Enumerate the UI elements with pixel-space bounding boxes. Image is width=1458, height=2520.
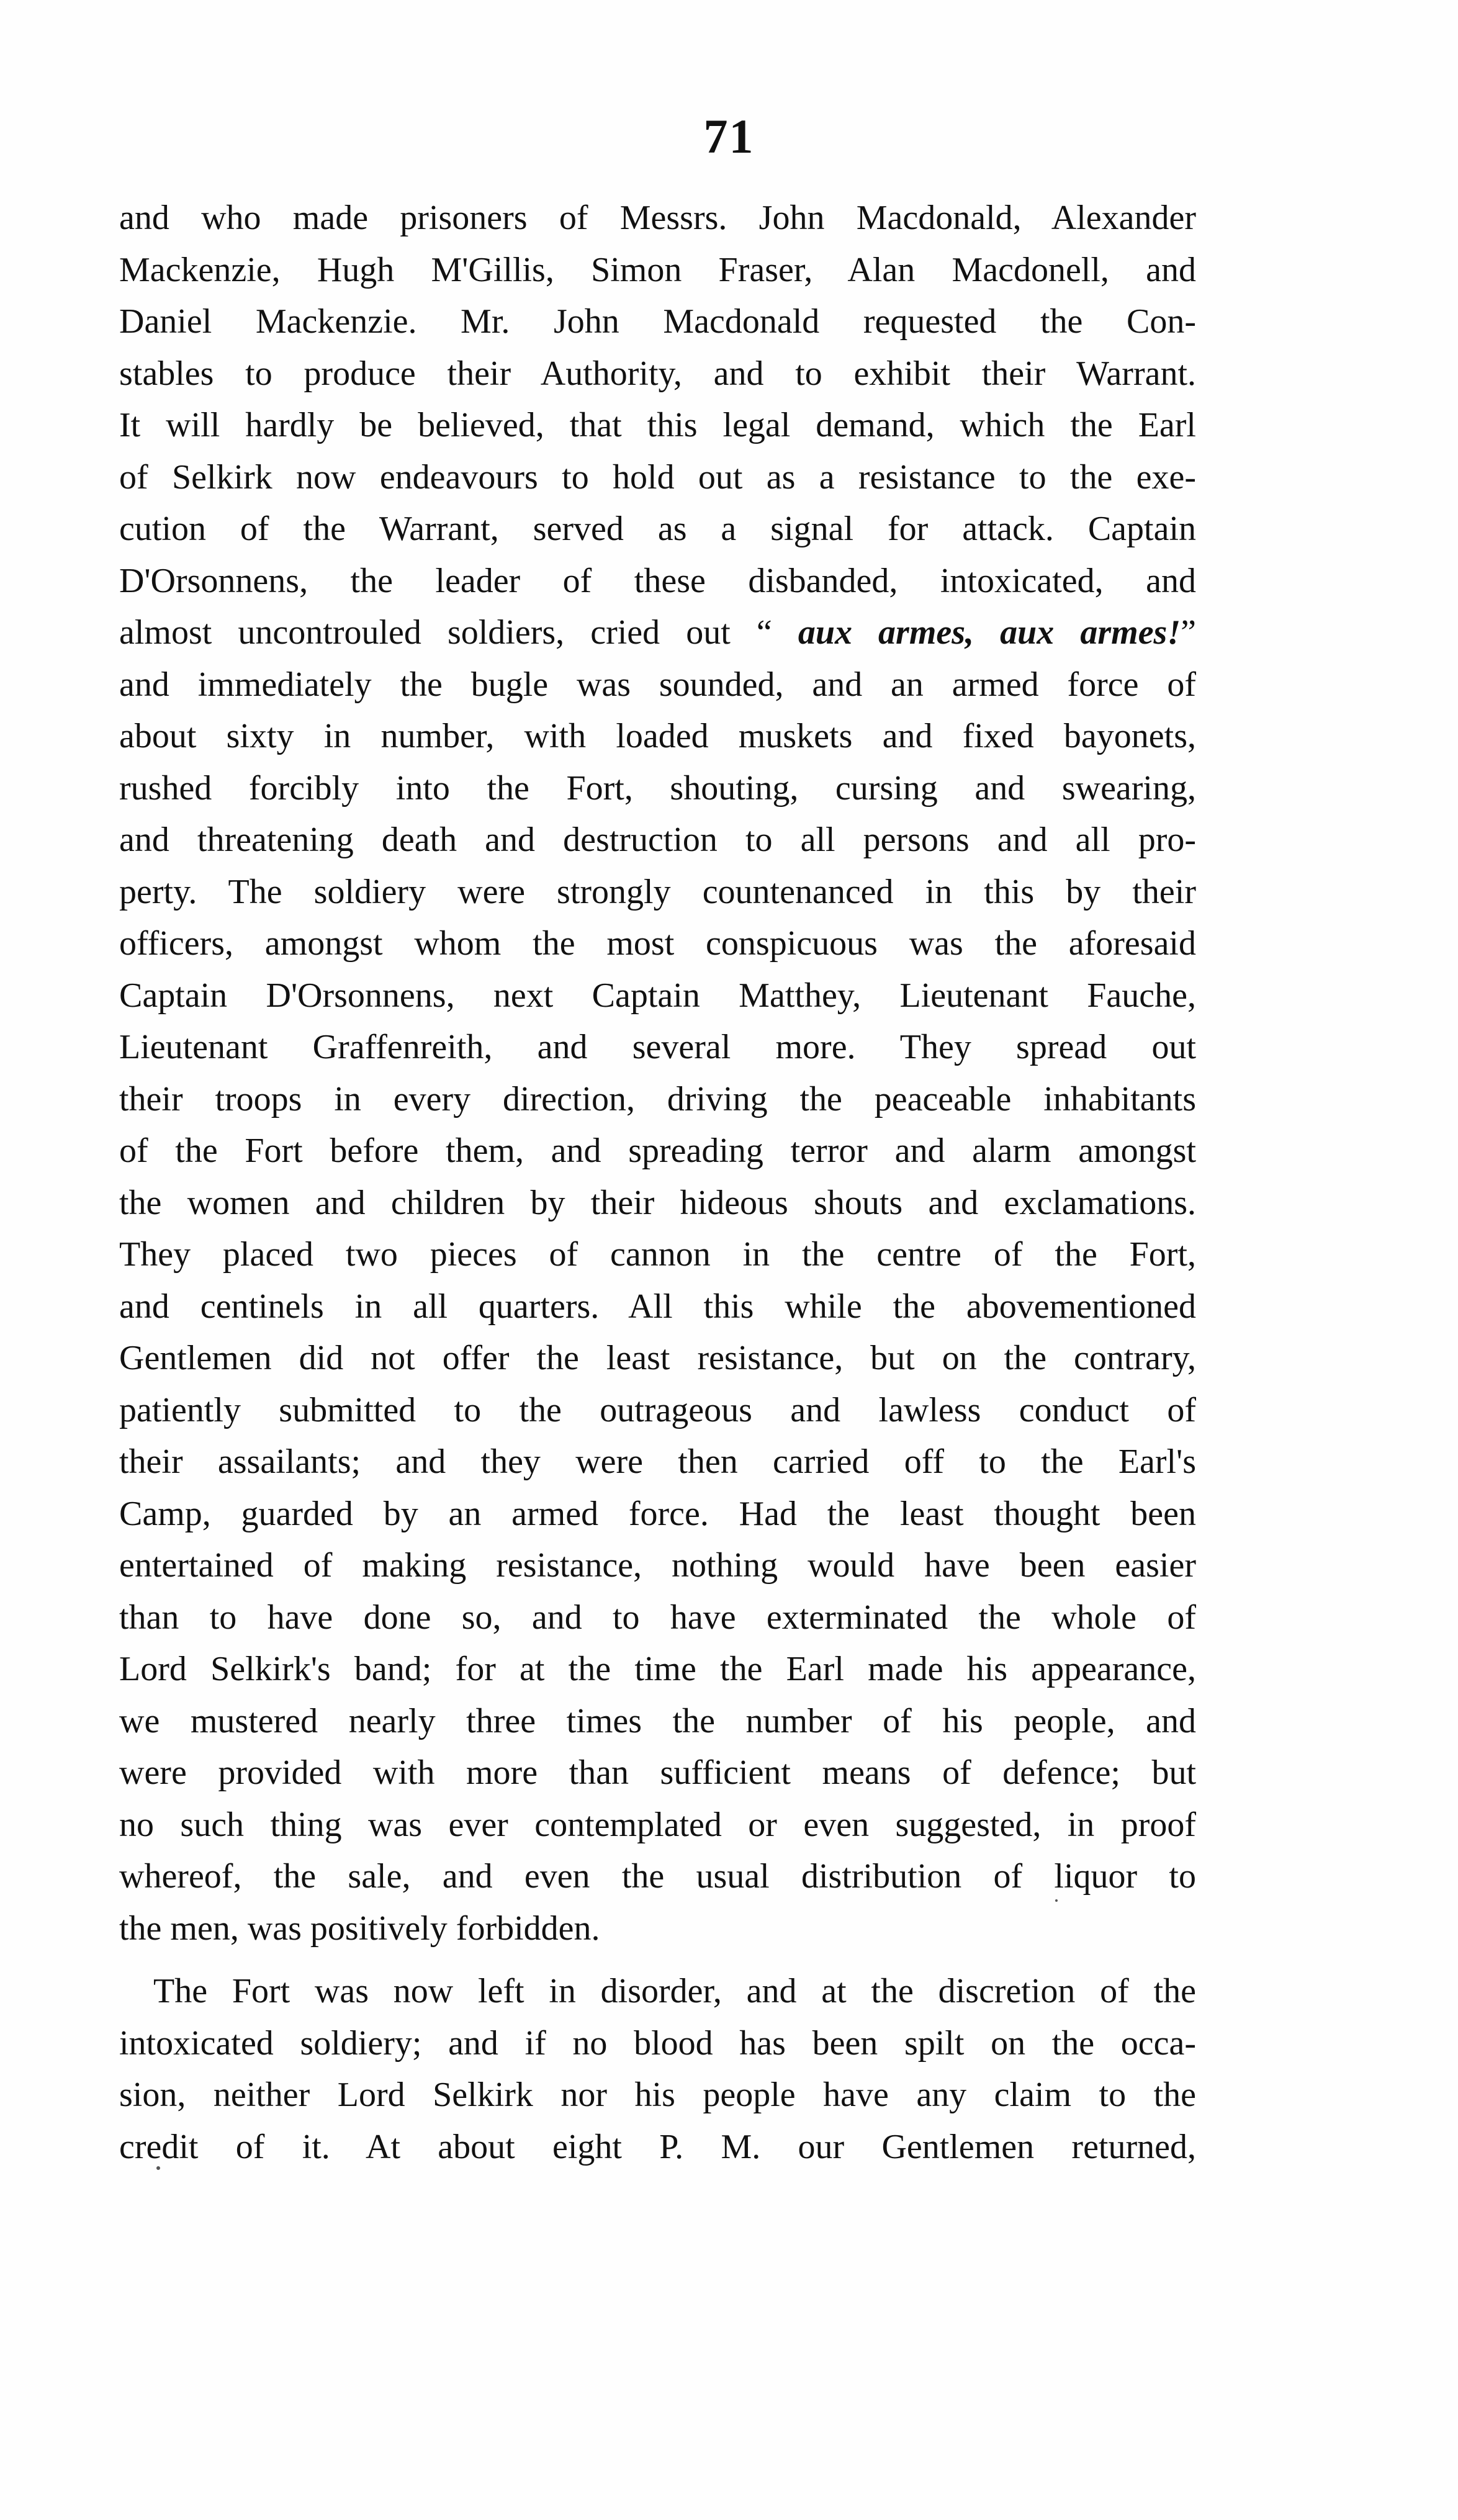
text-line: of the Fort before them, and spreading terror and alarm amongst bbox=[119, 1132, 1196, 1170]
text-line: no such thing was ever contemplated or even suggested, in proof bbox=[119, 1805, 1196, 1844]
page-number: 71 bbox=[703, 109, 755, 163]
text-line: Lord Selkirk's band; for at the time the Earl made his appearance, bbox=[119, 1650, 1196, 1688]
text-line: rushed forcibly into the Fort, shouting, cursing and swearing, bbox=[119, 768, 1196, 808]
text-line: and who made prisoners of Messrs. John Macdonald, Alexander bbox=[119, 199, 1196, 237]
text-line: than to have done so, and to have exterminated the whole of bbox=[119, 1598, 1196, 1637]
text-line: the men, was positively forbidden. bbox=[119, 1909, 600, 1948]
text-line: and threatening death and destruction to all persons and all pro- bbox=[119, 821, 1196, 859]
text-line: about sixty in number, with loaded muskets and fixed bayonets, bbox=[119, 717, 1196, 755]
text-line: officers, amongst whom the most conspicuous was the aforesaid bbox=[119, 924, 1196, 963]
text-line: patiently submitted to the outrageous and lawless conduct of bbox=[119, 1390, 1196, 1429]
paragraph-2 bbox=[119, 1966, 1196, 2173]
text-line: sion, neither Lord Selkirk nor his people have any claim to the bbox=[119, 2076, 1196, 2114]
italic-phrase: aux armes, aux armes! bbox=[798, 613, 1181, 652]
text-line: of Selkirk now endeavours to hold out as a resistance to the exe- bbox=[119, 457, 1196, 497]
text-line: Camp, guarded by an armed force. Had the least thought been bbox=[119, 1494, 1196, 1533]
text-line: perty. The soldiery were strongly countenanced in this by their bbox=[119, 872, 1196, 911]
text-line: their troops in every direction, driving the peaceable inhabitants bbox=[119, 1079, 1196, 1118]
text-line: and immediately the bugle was sounded, and an armed force of bbox=[119, 665, 1196, 704]
text-line: credit of it. At about eight P. M. our Gentlemen returned, bbox=[119, 2127, 1196, 2166]
text-line: Captain D'Orsonnens, next Captain Matthey, Lieutenant Fauche, bbox=[119, 976, 1196, 1015]
paragraph-gap bbox=[119, 1955, 1196, 1966]
paper-speck bbox=[156, 2166, 160, 2170]
text-line: Lieutenant Graffenreith, and several more. They spread out bbox=[119, 1028, 1196, 1066]
paper-speck bbox=[1055, 1899, 1058, 1902]
text-line: D'Orsonnens, the leader of these disbanded, intoxicated, and bbox=[119, 561, 1196, 600]
text-line: cution of the Warrant, served as a signal for attack. Captain bbox=[119, 510, 1196, 548]
paragraph-1 bbox=[119, 192, 1196, 1955]
text-line: intoxicated soldiery; and if no blood has been spilt on the occa- bbox=[119, 2023, 1196, 2063]
text-line: and centinels in all quarters. All this while the abovementioned bbox=[119, 1287, 1196, 1326]
text-line: were provided with more than sufficient means of defence; but bbox=[119, 1753, 1196, 1792]
text-line: we mustered nearly three times the number of his people, and bbox=[119, 1701, 1196, 1740]
text-line: It will hardly be believed, that this legal demand, which the Earl bbox=[119, 406, 1196, 444]
text-line: almost uncontrouled soldiers, cried out “ aux armes, aux armes!” bbox=[119, 613, 1196, 652]
text-line: The Fort was now left in disorder, and at the discretion of the bbox=[153, 1972, 1196, 2010]
text-line: the women and children by their hideous shouts and exclamations. bbox=[119, 1183, 1196, 1222]
body-text bbox=[119, 192, 1196, 2173]
text-line: whereof, the sale, and even the usual distribution of liquor to bbox=[119, 1857, 1196, 1896]
text-line: Daniel Mackenzie. Mr. John Macdonald requested the Con- bbox=[119, 302, 1196, 341]
text-line: They placed two pieces of cannon in the centre of the Fort, bbox=[119, 1235, 1196, 1274]
text-line: entertained of making resistance, nothing would have been easier bbox=[119, 1546, 1196, 1585]
text-line: Mackenzie, Hugh M'Gillis, Simon Fraser, Alan Macdonell, and bbox=[119, 250, 1196, 289]
text-line: their assailants; and they were then carried off to the Earl's bbox=[119, 1442, 1196, 1481]
text-line: stables to produce their Authority, and to exhibit their Warrant. bbox=[119, 354, 1196, 393]
text-line: Gentlemen did not offer the least resistance, but on the contrary, bbox=[119, 1339, 1196, 1377]
